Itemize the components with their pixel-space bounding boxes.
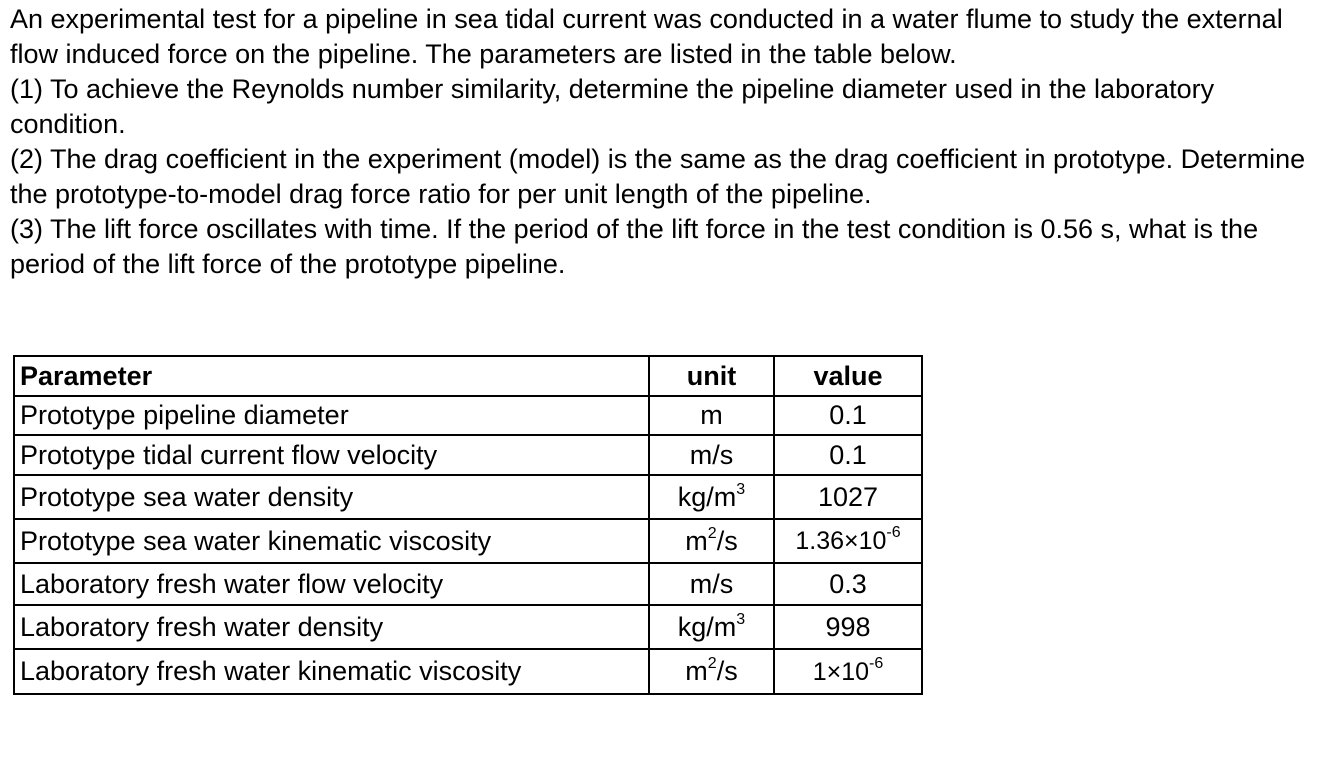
table-row: [14, 649, 922, 694]
value-cell: [774, 475, 922, 519]
parameter-cell: Laboratory fresh water density: [14, 605, 649, 649]
unit-cell: [649, 519, 774, 563]
value-exponent: -6: [886, 524, 901, 541]
problem-part-3: (3) The lift force oscillates with time. If the period of the lift force in the test condition is 0.56 s, what is the period of the lift force of the prototype pipeline.: [10, 214, 1259, 279]
value-cell: [774, 563, 922, 605]
parameter-cell: Prototype tidal current flow velocity: [14, 435, 649, 475]
unit-superscript: 3: [736, 610, 746, 628]
problem-intro: An experimental test for a pipeline in sea tidal current was conducted in a water flume to study the external flow induced force on the pipeline. The parameters are listed in the table below.: [10, 4, 1283, 69]
unit-cell: [649, 605, 774, 649]
unit-base: m: [685, 525, 708, 556]
parameter-cell: Prototype sea water kinematic viscosity: [14, 519, 649, 563]
unit-superscript: 3: [736, 480, 746, 498]
value-number: 0.1: [829, 400, 867, 430]
unit-superscript: 2: [707, 524, 717, 542]
header-unit: unit: [649, 356, 774, 396]
value-cell: [774, 649, 922, 694]
table-row: [14, 435, 922, 475]
value-cell: [774, 519, 922, 563]
unit-base: m/s: [689, 439, 734, 470]
unit-cell: [649, 563, 774, 605]
parameter-table: [13, 355, 923, 695]
unit-base: kg/m: [677, 611, 737, 642]
parameter-cell: Laboratory fresh water flow velocity: [14, 563, 649, 605]
unit-cell: [649, 475, 774, 519]
table-row: [14, 396, 922, 435]
unit-superscript: 2: [707, 655, 717, 672]
value-number: 1027: [817, 481, 879, 512]
unit-rest: /s: [716, 525, 738, 556]
value-number: 1×10: [812, 657, 870, 686]
header-parameter: Parameter: [14, 356, 649, 396]
table-row: [14, 519, 922, 563]
parameter-cell: Laboratory fresh water kinematic viscosity: [14, 649, 649, 694]
unit-base: m: [700, 400, 723, 430]
table-row: [14, 475, 922, 519]
table-row: [14, 605, 922, 649]
problem-part-1: (1) To achieve the Reynolds number similarity, determine the pipeline diameter used in the laboratory condition.: [10, 74, 1215, 139]
value-cell: [774, 396, 922, 435]
parameter-cell: Prototype pipeline diameter: [14, 396, 649, 435]
value-number: 998: [825, 611, 871, 642]
value-number: 0.3: [829, 568, 867, 599]
table-row: [14, 563, 922, 605]
table-header-row: [14, 356, 922, 396]
value-number: 0.1: [829, 439, 867, 470]
value-cell: [774, 605, 922, 649]
unit-base: m: [685, 656, 708, 686]
value-number: 1.36×10: [795, 527, 887, 555]
unit-cell: [649, 396, 774, 435]
unit-base: kg/m: [677, 481, 737, 512]
unit-base: m/s: [689, 568, 734, 599]
value-cell: [774, 435, 922, 475]
unit-cell: [649, 649, 774, 694]
unit-rest: /s: [716, 656, 738, 686]
parameter-cell: Prototype sea water density: [14, 475, 649, 519]
problem-part-2: (2) The drag coefficient in the experiment (model) is the same as the drag coefficient in prototype. Determine the prototype-to-model drag force ratio for per unit length of the pipeline.: [10, 144, 1306, 209]
unit-cell: [649, 435, 774, 475]
header-value: value: [774, 356, 922, 396]
value-exponent: -6: [869, 654, 884, 672]
problem-statement: [10, 2, 1315, 282]
